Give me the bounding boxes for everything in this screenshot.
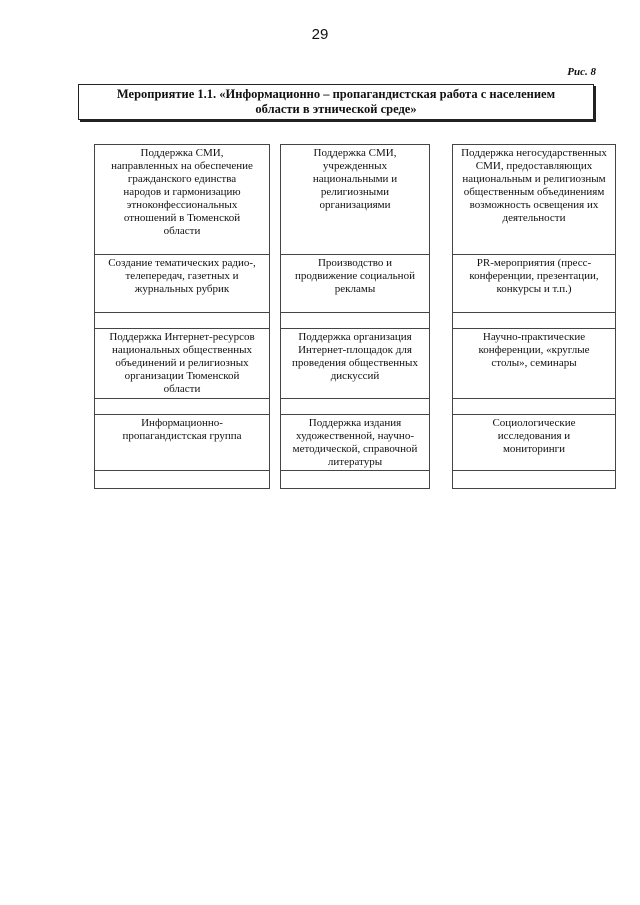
column-3-cell-5 [453, 471, 615, 488]
title-text: Мероприятие 1.1. «Информационно – пропагандистская работа с населением области в этнической среде» [116, 87, 556, 116]
column-2-cell-2: Производство и продвижение социальной рекламы [281, 255, 429, 313]
column-3-cell-4: Социологические исследования и мониторинги [453, 415, 615, 471]
column-1-cell-4: Информационно-пропагандистская группа [95, 415, 269, 471]
column-3-cell-3: Научно-практические конференции, «круглые столы», семинары [453, 329, 615, 399]
column-2-gap-1 [281, 313, 429, 329]
column-2-cell-4: Поддержка издания художественной, научно-методической, справочной литературы [281, 415, 429, 471]
column-1-gap-2 [95, 399, 269, 415]
column-3-gap-2 [453, 399, 615, 415]
column-2-gap-2 [281, 399, 429, 415]
column-1-gap-1 [95, 313, 269, 329]
column-1 [94, 144, 270, 489]
title-box [78, 84, 594, 120]
column-3-cell-1: Поддержка негосударственных СМИ, предоставляющих национальным и религиозным общественным объединениям возможность освещения их деятельности [453, 145, 615, 255]
column-2-cell-3: Поддержка организация Интернет-площадок для проведения общественных дискуссий [281, 329, 429, 399]
column-3-cell-2: PR-мероприятия (пресс-конференции, презентации, конкурсы и т.п.) [453, 255, 615, 313]
column-1-cell-5 [95, 471, 269, 488]
column-1-cell-2: Создание тематических радио-, телепередач, газетных и журнальных рубрик [95, 255, 269, 313]
column-2 [280, 144, 430, 489]
column-1-cell-1: Поддержка СМИ, направленных на обеспечение гражданского единства народов и гармонизацию этноконфессиональных отношений в Тюменской области [95, 145, 269, 255]
page-number: 29 [311, 26, 329, 43]
column-2-cell-5 [281, 471, 429, 488]
column-3-gap-1 [453, 313, 615, 329]
column-1-cell-3: Поддержка Интернет-ресурсов национальных общественных объединений и религиозных организации Тюменской области [95, 329, 269, 399]
column-3 [452, 144, 616, 489]
figure-label: Рис. 8 [567, 66, 596, 78]
column-2-cell-1: Поддержка СМИ, учрежденных национальными и религиозными организациями [281, 145, 429, 255]
